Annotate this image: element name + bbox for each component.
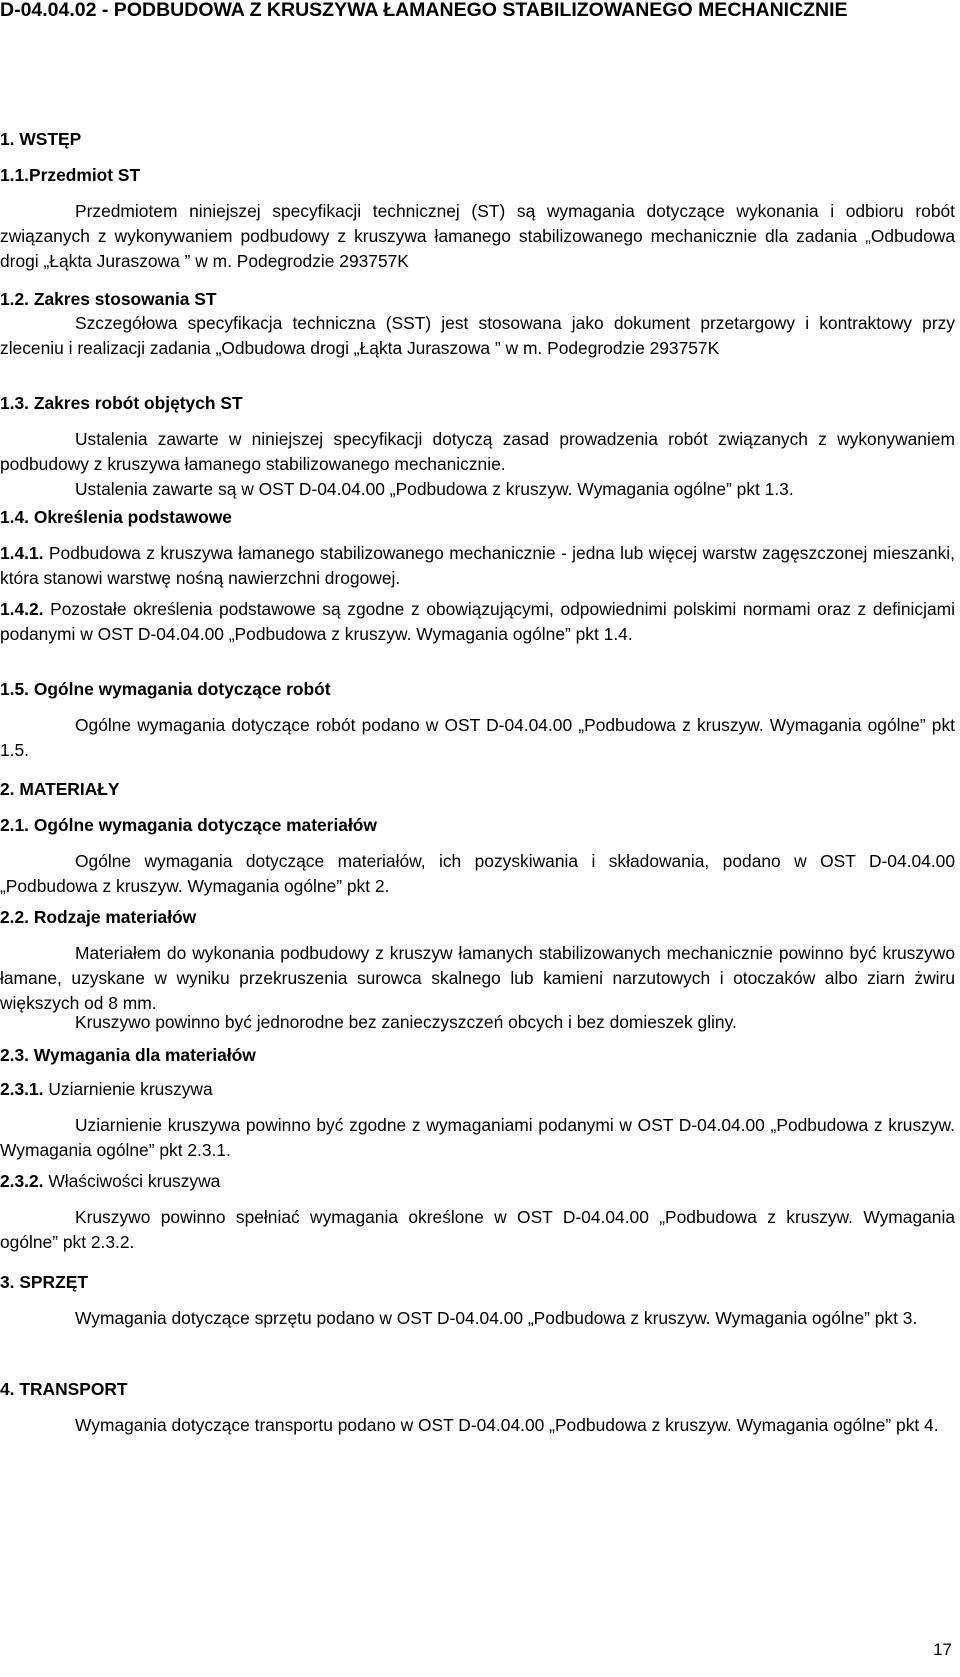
section-2-1-paragraph: Ogólne wymagania dotyczące materiałów, ich pozyskiwania i składowania, podano w OST D-04.04.00 „Podbudowa z kruszyw. Wymagania ogólne” pkt 2. [0, 851, 955, 896]
section-2-2-paragraph-2: Kruszywo powinno być jednorodne bez zanieczyszczeń obcych i bez domieszek gliny. [75, 1012, 737, 1032]
section-4-paragraph: Wymagania dotyczące transportu podano w OST D-04.04.00 „Podbudowa z kruszyw. Wymagania ogólne” pkt 4. [75, 1415, 939, 1435]
section-2-3-2-number: 2.3.2. [0, 1171, 44, 1191]
section-1-3-reference: Ustalenia zawarte są w OST D-04.04.00 „Podbudowa z kruszyw. Wymagania ogólne” pkt 1.3. [75, 479, 794, 499]
section-1-4-1-number: 1.4.1. [0, 543, 44, 563]
section-1-4-2-paragraph [0, 597, 955, 647]
section-2-2-heading: 2.2. Rodzaje materiałów [0, 907, 197, 927]
section-1-3-heading: 1.3. Zakres robót objętych ST [0, 393, 243, 413]
section-2-3-1-paragraph: Uziarnienie kruszywa powinno być zgodne z wymaganiami podanymi w OST D-04.04.00 „Podbudowa z kruszyw. Wymagania ogólne” pkt 2.3.1. [0, 1115, 955, 1160]
section-2-3-2-title: Właściwości kruszywa [43, 1171, 221, 1191]
section-1-4-heading: 1.4. Określenia podstawowe [0, 507, 232, 527]
section-1-4-2-text: Pozostałe określenia podstawowe są zgodne z obowiązującymi, odpowiednimi polskimi normami oraz z definicjami podanymi w OST D-04.04.00 „Podbudowa z kruszyw. Wymagania ogólne” pkt 1.4. [0, 599, 955, 644]
section-1-5-heading: 1.5. Ogólne wymagania dotyczące robót [0, 679, 331, 699]
section-2-heading: 2. MATERIAŁY [0, 779, 120, 799]
section-1-2-paragraph: Szczegółowa specyfikacja techniczna (SST) jest stosowana jako dokument przetargowy i kontraktowy przy zleceniu i realizacji zadania „Odbudowa drogi „Łąkta Juraszowa ” w m. Podegrodzie 293757K [0, 313, 955, 358]
section-3-heading: 3. SPRZĘT [0, 1272, 88, 1292]
document-title: D-04.04.02 - PODBUDOWA Z KRUSZYWA ŁAMANEGO STABILIZOWANEGO MECHANICZNIE [0, 0, 848, 21]
section-2-3-heading: 2.3. Wymagania dla materiałów [0, 1045, 256, 1065]
section-2-3-2-paragraph: Kruszywo powinno spełniać wymagania określone w OST D-04.04.00 „Podbudowa z kruszyw. Wymagania ogólne” pkt 2.3.2. [0, 1207, 955, 1252]
section-1-1-paragraph: Przedmiotem niniejszej specyfikacji technicznej (ST) są wymagania dotyczące wykonania i odbioru robót związanych z wykonywaniem podbudowy z kruszywa łamanego stabilizowanego mechanicznie dla zadania „Odbudowa drogi „Łąkta Juraszowa ” w m. Podegrodzie 293757K [0, 201, 955, 271]
section-1-4-1-paragraph [0, 541, 955, 591]
section-1-3-paragraph: Ustalenia zawarte w niniejszej specyfikacji dotyczą zasad prowadzenia robót związanych z wykonywaniem podbudowy z kruszywa łamanego stabilizowanego mechanicznie. [0, 429, 955, 474]
page-number: 17 [933, 1640, 952, 1659]
section-1-4-1-text: Podbudowa z kruszywa łamanego stabilizowanego mechanicznie - jedna lub więcej warstw zagęszczonej mieszanki, która stanowi warstwę nośną nawierzchni drogowej. [0, 543, 955, 588]
section-2-3-1-heading [0, 1077, 955, 1102]
section-4-heading: 4. TRANSPORT [0, 1379, 128, 1399]
section-2-1-heading: 2.1. Ogólne wymagania dotyczące materiałów [0, 815, 377, 835]
section-2-3-1-number: 2.3.1. [0, 1079, 44, 1099]
section-2-2-paragraph: Materiałem do wykonania podbudowy z kruszyw łamanych stabilizowanych mechanicznie powinno być kruszywo łamane, uzyskane w wyniku przekruszenia surowca skalnego lub kamieni narzutowych i otoczaków albo ziarn żwiru większych od 8 mm. [0, 943, 955, 1013]
section-3-paragraph: Wymagania dotyczące sprzętu podano w OST D-04.04.00 „Podbudowa z kruszyw. Wymagania ogólne” pkt 3. [75, 1308, 918, 1328]
section-2-3-1-title: Uziarnienie kruszywa [43, 1079, 213, 1099]
section-1-heading: 1. WSTĘP [0, 129, 82, 149]
section-1-4-2-number: 1.4.2. [0, 599, 44, 619]
section-1-2-heading: 1.2. Zakres stosowania ST [0, 289, 217, 309]
section-2-3-2-heading [0, 1169, 955, 1194]
section-1-1-heading: 1.1.Przedmiot ST [0, 165, 141, 185]
section-1-5-paragraph: Ogólne wymagania dotyczące robót podano w OST D-04.04.00 „Podbudowa z kruszyw. Wymagania ogólne” pkt 1.5. [0, 715, 955, 760]
